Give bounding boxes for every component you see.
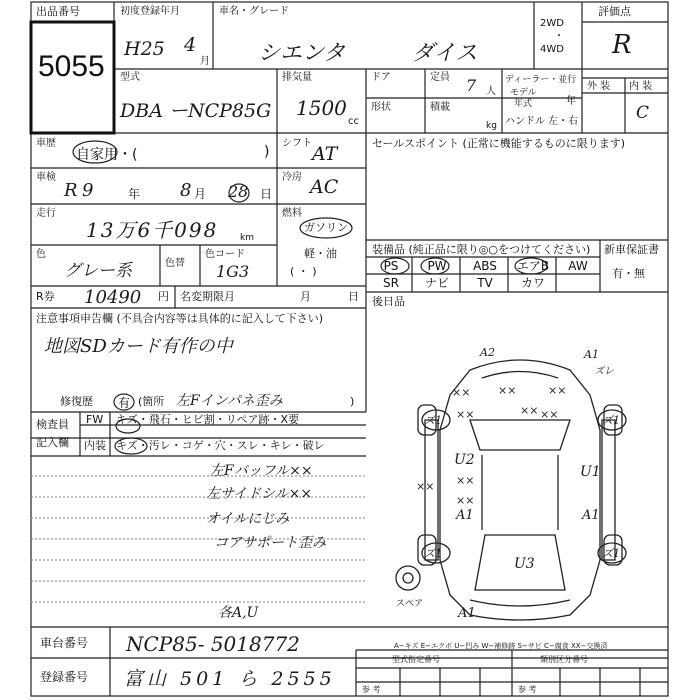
equipment-label: 装備品 (純正品に限り◎○をつけてください) bbox=[372, 243, 591, 256]
diagram-mark-a1-top: A1 bbox=[584, 348, 599, 361]
inspection-month-unit: 月 bbox=[194, 187, 207, 201]
equipment-abs: ABS bbox=[473, 259, 497, 273]
type-value: DBA ーNCP85G bbox=[120, 100, 272, 122]
warranty-value: 有・無 bbox=[612, 267, 645, 280]
rear-items-label: 後日品 bbox=[372, 295, 405, 308]
interior-label: 内 装 bbox=[629, 81, 653, 92]
fuel-label: 燃料 bbox=[282, 208, 302, 219]
diagram-mark-xx-9: ×× bbox=[456, 494, 475, 507]
inspector-note-3: オイルにじみ bbox=[206, 511, 290, 527]
repaint-label: 色替 bbox=[165, 258, 185, 269]
fuel-diesel: 軽・油 bbox=[304, 247, 337, 260]
diagram-mark-xx-6: ×× bbox=[540, 408, 559, 421]
inspection-day: 28 bbox=[228, 182, 249, 201]
inspection-era: R bbox=[64, 180, 78, 201]
name-change-day-unit: 日 bbox=[348, 290, 359, 303]
lot-number-label: 出品番号 bbox=[36, 5, 80, 18]
diagram-mark-xx-4: ×× bbox=[456, 408, 475, 421]
dealer-parallel-label: ディーラー・並行 bbox=[505, 75, 577, 85]
exterior-label: 外 装 bbox=[587, 81, 611, 92]
equipment-airbag: エアB bbox=[516, 259, 550, 273]
score-value: R bbox=[612, 30, 632, 60]
reference-label-1: 参 考 bbox=[362, 685, 381, 694]
score-label: 評価点 bbox=[598, 5, 631, 18]
registration-number-label: 登録番号 bbox=[40, 670, 89, 684]
registration-month: 4 bbox=[184, 34, 197, 56]
inspection-year-unit: 年 bbox=[128, 187, 141, 201]
shape-label: 形状 bbox=[371, 102, 391, 113]
sales-point-label: セールスポイント (正常に機能するものに限ります) bbox=[372, 137, 626, 150]
equipment-pw: PW bbox=[427, 259, 447, 273]
interior-check-label: 内装 bbox=[84, 439, 106, 452]
diagram-mark-a1-rear: A1 bbox=[458, 606, 476, 621]
recycle-value: 10490 bbox=[84, 287, 142, 308]
spare-tire-label: スペア bbox=[396, 599, 424, 609]
repair-location-close: ) bbox=[350, 395, 355, 408]
repair-history-value: 有 bbox=[118, 396, 131, 410]
capacity-value: 7 bbox=[466, 76, 477, 95]
equipment-navi: ナビ bbox=[424, 276, 449, 290]
equipment-aw: AW bbox=[568, 259, 588, 273]
damage-legend: A−キズ E−エクボ U−凹み W−補修跡 S−サビ C−腐食 XX−交換済 bbox=[394, 642, 608, 650]
diagram-mark-a1-right: A1 bbox=[582, 508, 600, 523]
diagram-mark-xx-1: ×× bbox=[452, 386, 471, 399]
drive-2wd: 2WD bbox=[540, 18, 564, 29]
notes-label: 注意事項申告欄 (不具合内容等は具体的に記入して下さい) bbox=[36, 312, 324, 325]
inspection-day-unit: 日 bbox=[260, 187, 273, 201]
fuel-other: ( ・ ) bbox=[290, 265, 317, 278]
drive-4wd: 4WD bbox=[540, 44, 564, 55]
mileage-label: 走行 bbox=[36, 208, 56, 219]
repair-history-label: 修復歴 bbox=[60, 395, 93, 408]
diagram-mark-zure: ズレ bbox=[594, 366, 614, 377]
diagram-mark-a2: A2 bbox=[480, 346, 495, 359]
history-value: 自家用・( bbox=[76, 147, 138, 163]
inspector-label-2: 記入欄 bbox=[36, 436, 69, 449]
equipment-leather: カワ bbox=[520, 276, 545, 290]
model-year-unit: 年 bbox=[566, 96, 576, 107]
color-code-label: 色コード bbox=[205, 249, 245, 260]
color-value: グレー系 bbox=[64, 261, 132, 281]
diagram-mark-xx-5: ×× bbox=[520, 404, 539, 417]
model-grade-label: 車名・グレード bbox=[219, 6, 289, 17]
history-close: ) bbox=[264, 144, 270, 160]
fw-items: キズ・飛石・ヒビ割・リペア跡・X要 bbox=[116, 413, 300, 426]
class-number-label: 類別区分番号 bbox=[540, 655, 588, 664]
repair-location-value: 左Fインパネ歪み bbox=[176, 393, 283, 409]
capacity-label: 定員 bbox=[430, 72, 450, 83]
inspection-year: 9 bbox=[82, 180, 94, 201]
door-label: ドア bbox=[371, 72, 391, 83]
model-year-label: モデル bbox=[510, 88, 537, 98]
drive-separator: ・ bbox=[554, 31, 564, 42]
lot-number: 5055 bbox=[38, 50, 105, 83]
load-label: 積載 bbox=[430, 102, 450, 113]
shift-value: AT bbox=[312, 143, 338, 165]
inspection-label: 車検 bbox=[36, 172, 56, 183]
inspector-label: 検査員 bbox=[36, 418, 69, 431]
notes-text: 地図SDカード有作の中 bbox=[44, 336, 233, 357]
diagram-mark-zu1-rr: ズ1 bbox=[602, 547, 620, 560]
registration-era-year: H25 bbox=[124, 38, 165, 60]
interior-grade: C bbox=[636, 103, 650, 123]
shift-label: シフト bbox=[282, 138, 312, 149]
cooling-value: AC bbox=[310, 176, 339, 198]
repair-location-label: (箇所 bbox=[138, 395, 165, 408]
diagram-mark-zu1-fr: ズ1 bbox=[602, 414, 620, 427]
inspector-note-1: 左Fバッフル×× bbox=[210, 463, 313, 479]
equipment-sr: SR bbox=[383, 276, 399, 290]
inspection-month: 8 bbox=[180, 180, 192, 201]
capacity-unit: 人 bbox=[486, 86, 496, 97]
diagram-mark-xx-7: ×× bbox=[456, 474, 475, 487]
diagram-mark-u1: U1 bbox=[580, 464, 601, 480]
name-change-label: 名変期限月 bbox=[180, 290, 235, 303]
registration-month-unit: 月 bbox=[200, 56, 210, 67]
car-name: シエンタ bbox=[258, 41, 346, 66]
fw-label: FW bbox=[86, 413, 104, 426]
recycle-unit: 円 bbox=[158, 290, 169, 303]
recycle-label: R券 bbox=[36, 290, 55, 303]
reference-label-2: 参 考 bbox=[518, 685, 537, 694]
name-change-month-unit: 月 bbox=[300, 290, 311, 303]
mileage-value: 13万6千098 bbox=[86, 218, 219, 242]
registration-number-value: 富山 501 ら 2555 bbox=[124, 668, 336, 690]
equipment-tv: TV bbox=[477, 276, 493, 290]
cooling-label: 冷房 bbox=[282, 172, 302, 183]
displacement-unit: cc bbox=[348, 116, 359, 127]
chassis-number-value: NCP85- 5018772 bbox=[126, 632, 300, 656]
diagram-mark-zu1-fl: ズ1 bbox=[424, 414, 442, 427]
car-grade: ダイス bbox=[412, 41, 478, 66]
interior-check-items: キズ・汚レ・コゲ・穴・スレ・キレ・破レ bbox=[116, 439, 325, 452]
fuel-gasoline: ガソリン bbox=[304, 221, 348, 234]
color-code-value: 1G3 bbox=[216, 262, 250, 281]
first-registration-label: 初度登録年月 bbox=[120, 6, 180, 17]
type-label: 型式 bbox=[120, 72, 140, 83]
handle-label: ハンドル 左・右 bbox=[505, 116, 579, 127]
warranty-label: 新車保証書 bbox=[604, 243, 659, 256]
diagram-mark-zu1-rl: ズ1 bbox=[424, 547, 442, 560]
diagram-mark-u3: U3 bbox=[514, 556, 535, 572]
type-spec-label: 型式指定番号 bbox=[392, 655, 440, 664]
equipment-ps: PS bbox=[383, 259, 399, 273]
inspector-note-2: 左サイドシル×× bbox=[206, 486, 313, 502]
diagram-mark-a1-left: A1 bbox=[456, 508, 474, 523]
diagram-mark-xx-3: ×× bbox=[548, 384, 567, 397]
color-label: 色 bbox=[36, 249, 46, 260]
diagram-mark-xx-2: ×× bbox=[498, 384, 517, 397]
displacement-label: 排気量 bbox=[282, 72, 312, 83]
model-year-label-2: 年式 bbox=[514, 99, 533, 109]
diagram-mark-xx-8: ×× bbox=[416, 480, 435, 493]
history-label: 車歴 bbox=[36, 138, 56, 149]
mileage-unit: km bbox=[240, 233, 254, 243]
inspector-note-5: 各A,U bbox=[218, 605, 259, 621]
diagram-mark-u2: U2 bbox=[454, 452, 475, 468]
inspector-note-4: コアサポート歪み bbox=[214, 535, 326, 551]
displacement-value: 1500 bbox=[296, 96, 347, 120]
load-unit: kg bbox=[486, 121, 497, 131]
chassis-number-label: 車台番号 bbox=[40, 636, 89, 650]
